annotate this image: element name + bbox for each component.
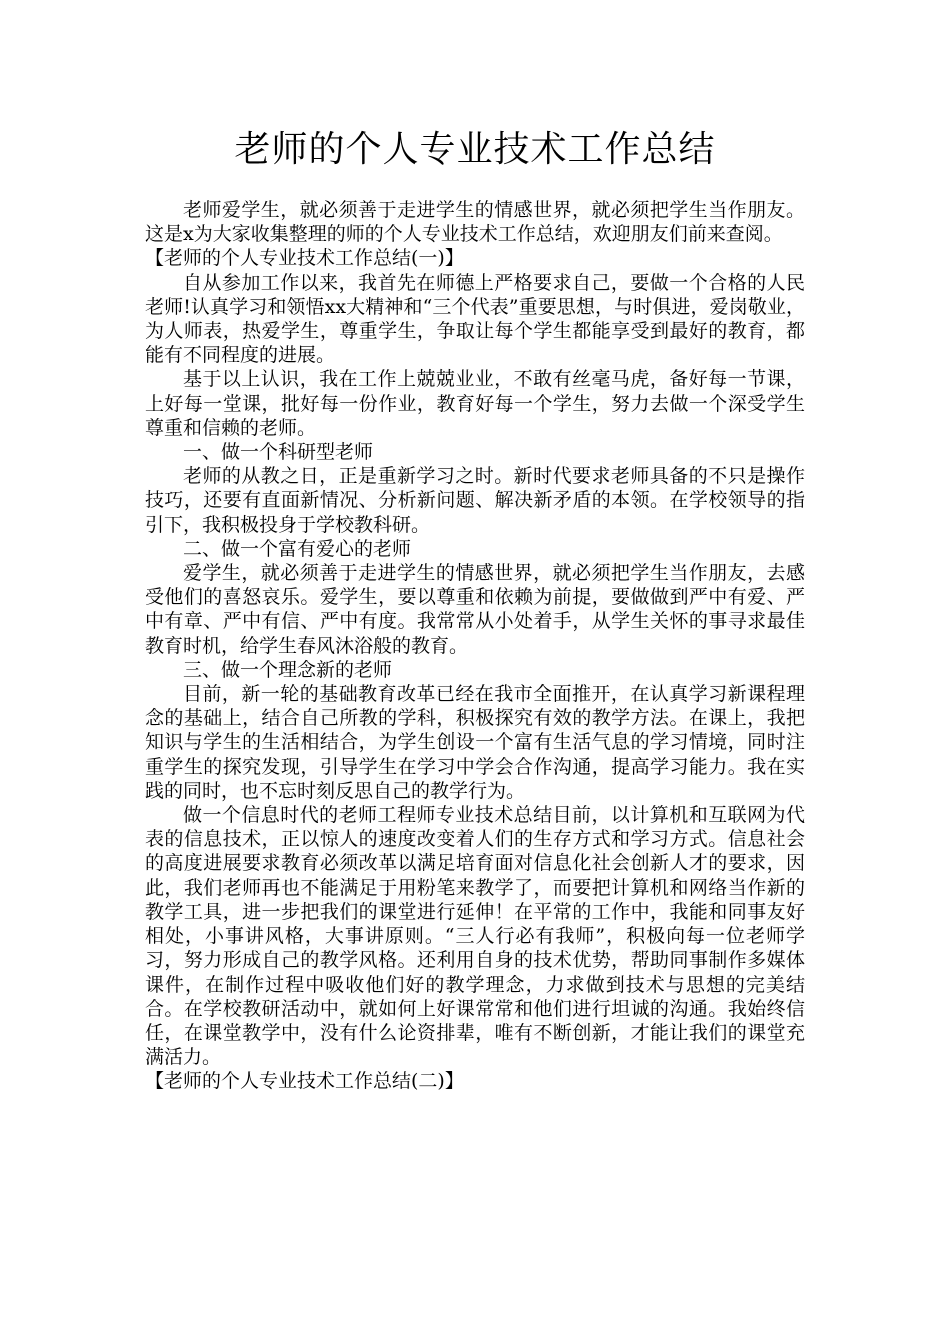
- section-heading-2: 【老师的个人专业技术工作总结(二)】: [145, 1070, 464, 1093]
- body-paragraph: 自从参加工作以来，我首先在师德上严格要求自己，要做一个合格的人民老师!认真学习和领悟xx大精神和“三个代表”重要思想，与时俱进，爱岗敬业，为人师表，热爱学生，尊重学生，争取让每个学生都能享受到最好的教育，都能有不同程度的进展。: [145, 271, 805, 367]
- body-paragraph: 做一个信息时代的老师工程师专业技术总结目前，以计算机和互联网为代表的信息技术，正以惊人的速度改变着人们的生存方式和学习方式。信息社会的高度进展要求教育必须改革以满足培育面对信息化社会创新人才的要求，因此，我们老师再也不能满足于用粉笔来教学了，而要把计算机和网络当作新的教学工具，进一步把我们的课堂进行延伸！在平常的工作中，我能和同事友好相处，小事讲风格，大事讲原则。“三人行必有我师”，积极向每一位老师学习，努力形成自己的教学风格。还利用自身的技术优势，帮助同事制作多媒体课件，在制作过程中吸收他们好的教学理念，力求做到技术与思想的完美结合。在学校教研活动中，就如何上好课常常和他们进行坦诚的沟通。我始终信任，在课堂教学中，没有什么论资排辈，唯有不断创新，才能让我们的课堂充满活力。: [145, 804, 805, 1069]
- subheading-caring-teacher: 二、做一个富有爱心的老师: [183, 537, 412, 560]
- section-heading-1: 【老师的个人专业技术工作总结(一)】: [145, 247, 464, 270]
- intro-paragraph: 老师爱学生，就必须善于走进学生的情感世界，就必须把学生当作朋友。这是x为大家收集整理的师的个人专业技术工作总结，欢迎朋友们前来查阅。: [145, 199, 805, 246]
- document-title: 老师的个人专业技术工作总结: [234, 129, 716, 170]
- body-paragraph: 基于以上认识，我在工作上兢兢业业，不敢有丝毫马虎，备好每一节课，上好每一堂课，批好每一份作业，教育好每一个学生，努力去做一个深受学生尊重和信赖的老师。: [145, 368, 805, 439]
- document-body: [145, 198, 805, 1094]
- body-paragraph: 爱学生，就必须善于走进学生的情感世界，就必须把学生当作朋友，去感受他们的喜怒哀乐。爱学生，要以尊重和依赖为前提，要做做到严中有爱、严中有章、严中有信、严中有度。我常常从小处着手，从学生关怀的事寻求最佳教育时机，给学生春风沐浴般的教育。: [145, 562, 805, 657]
- subheading-research-teacher: 一、做一个科研型老师: [183, 441, 374, 464]
- subheading-new-ideas-teacher: 三、做一个理念新的老师: [183, 658, 393, 681]
- body-paragraph: 目前，新一轮的基础教育改革已经在我市全面推开，在认真学习新课程理念的基础上，结合自己所教的学科，积极探究有效的教学方法。在课上，我把知识与学生的生活相结合，为学生创设一个富有生活气息的学习情境，同时注重学生的探究发现，引导学生在学习中学会合作沟通，提高学习能力。我在实践的同时，也不忘时刻反思自己的教学行为。: [145, 683, 805, 802]
- body-paragraph: 老师的从教之日，正是重新学习之时。新时代要求老师具备的不只是操作技巧，还要有直面新情况、分析新问题、解决新矛盾的本领。在学校领导的指引下，我积极投身于学校教科研。: [145, 465, 805, 536]
